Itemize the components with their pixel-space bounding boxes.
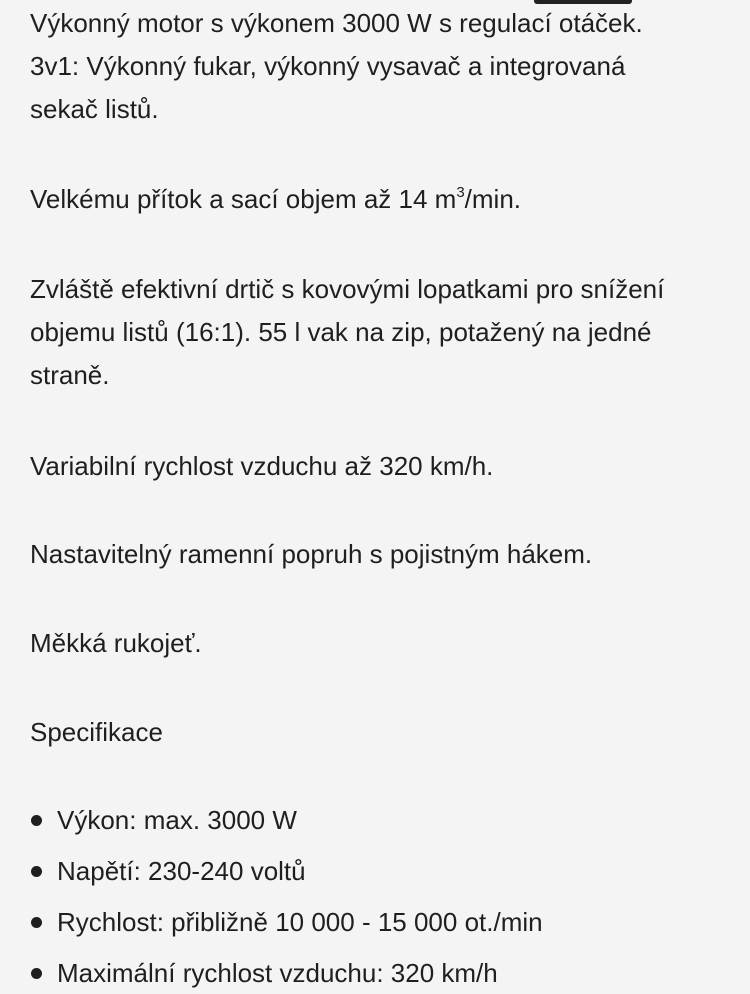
- strap-paragraph: Nastavitelný ramenní popruh s pojistným hákem.: [30, 539, 593, 569]
- flow-text: Velkému přítok a sací objem až 14 m: [30, 184, 457, 214]
- spec-item-label: Napětí: 230-240 voltů: [57, 856, 306, 886]
- handle-paragraph: Měkká rukojeť.: [30, 628, 202, 658]
- spec-item-label: Výkon: max. 3000 W: [57, 805, 297, 835]
- spec-item-label: Rychlost: přibližně 10 000 - 15 000 ot./min: [57, 907, 543, 937]
- shredder-line-3: straně.: [30, 360, 110, 390]
- spec-item-label: Maximální rychlost vzduchu: 320 km/h: [57, 958, 498, 988]
- flow-paragraph: [30, 178, 521, 221]
- spec-item-air-speed: [30, 950, 543, 994]
- bullet-icon: [31, 866, 42, 877]
- motor-line-2: 3v1: Výkonný fukar, výkonný vysavač a integrovaná: [30, 51, 626, 81]
- spec-item-voltage: [30, 848, 543, 899]
- motor-line-3: sekač listů.: [30, 94, 159, 124]
- air-speed-paragraph: Variabilní rychlost vzduchu až 320 km/h.: [30, 451, 494, 481]
- shredder-line-1: Zvláště efektivní drtič s kovovými lopatkami pro snížení: [30, 274, 665, 304]
- shredder-paragraph: [30, 268, 664, 397]
- flow-unit: /min.: [464, 184, 521, 214]
- motor-line-1: Výkonný motor s výkonem 3000 W s regulací otáček.: [30, 8, 643, 38]
- spec-list: [30, 797, 543, 994]
- spec-item-speed: [30, 899, 543, 950]
- shredder-line-2: objemu listů (16:1). 55 l vak na zip, potažený na jedné: [30, 317, 652, 347]
- motor-paragraph: [30, 2, 643, 131]
- spec-heading: Specifikace: [30, 717, 163, 747]
- bullet-icon: [31, 968, 42, 979]
- flow-superscript: 3: [456, 184, 465, 201]
- bullet-icon: [31, 815, 42, 826]
- bullet-icon: [31, 917, 42, 928]
- spec-item-power: [30, 797, 543, 848]
